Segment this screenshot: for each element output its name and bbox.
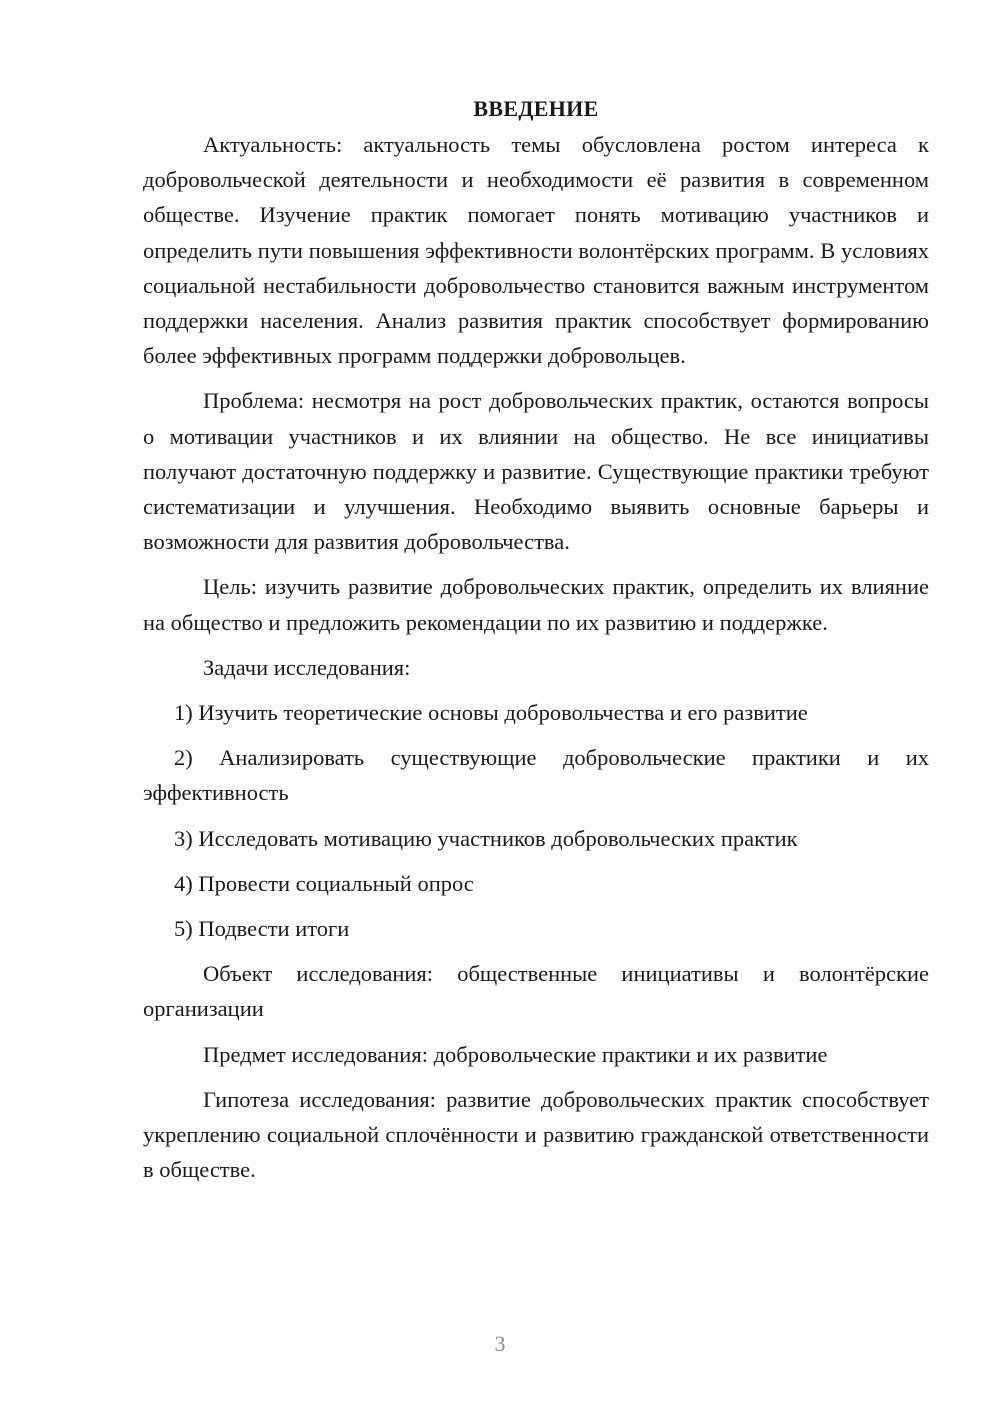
task-item: 4) Провести социальный опрос bbox=[174, 870, 474, 896]
subject-paragraph: Предмет исследования: добровольческие практики и их развитие bbox=[203, 1041, 828, 1067]
page-number: 3 bbox=[494, 1331, 506, 1356]
page-body bbox=[143, 92, 929, 1197]
tasks-heading: Задачи исследования: bbox=[203, 654, 411, 680]
task-item: 3) Исследовать мотивацию участников добровольческих практик bbox=[174, 825, 798, 851]
task-item: 2) Анализировать существующие добровольческие практики и их эффективность bbox=[143, 745, 929, 806]
section-title: ВВЕДЕНИЕ bbox=[473, 96, 599, 121]
object-paragraph: Объект исследования: общественные инициативы и волонтёрские организации bbox=[143, 961, 929, 1022]
task-item: 5) Подвести итоги bbox=[174, 916, 350, 942]
relevance-paragraph: Актуальность: актуальность темы обусловлена ростом интереса к добровольческой деятельности и необходимости её развития в современном обществе. Изучение практик помогает понять мотивацию участников и определить пути повышения эффективности волонтёрских программ. В условиях социальной нестабильности добровольчество становится важным инструментом поддержки населения. Анализ развития практик способствует формированию более эффективных программ поддержки добровольцев. bbox=[143, 132, 929, 369]
task-item: 1) Изучить теоретические основы добровольчества и его развитие bbox=[174, 700, 808, 726]
goal-paragraph: Цель: изучить развитие добровольческих практик, определить их влияние на общество и предложить рекомендации по их развитию и поддержке. bbox=[143, 574, 929, 635]
hypothesis-paragraph: Гипотеза исследования: развитие добровольческих практик способствует укреплению социальной сплочённости и развитию гражданской ответственности в обществе. bbox=[143, 1086, 929, 1183]
problem-paragraph: Проблема: несмотря на рост добровольческих практик, остаются вопросы о мотивации участников и их влиянии на общество. Не все инициативы получают достаточную поддержку и развитие. Существующие практики требуют систематизации и улучшения. Необходимо выявить основные барьеры и возможности для развития добровольчества. bbox=[143, 388, 929, 555]
